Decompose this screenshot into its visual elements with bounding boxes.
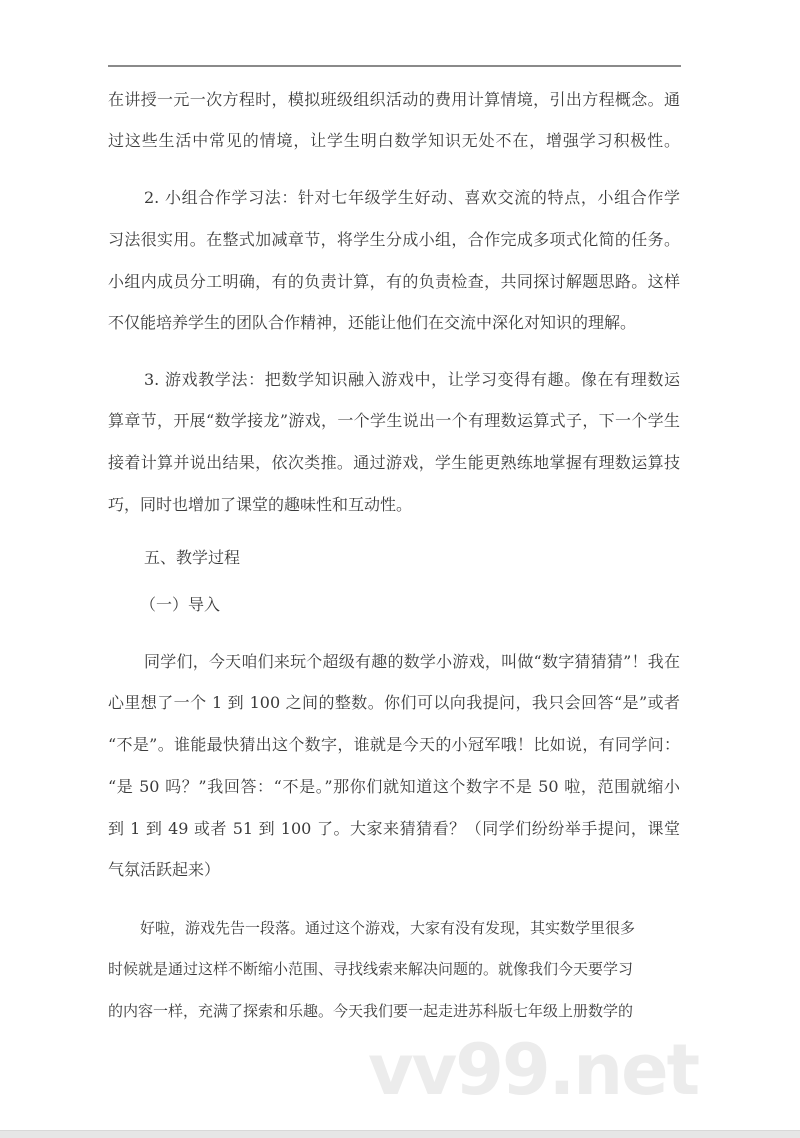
paragraph-line: 小组内成员分工明确，有的负责计算，有的负责检查，共同探讨解题思路。这样 — [108, 272, 680, 291]
paragraph-line: 到 1 到 49 或者 51 到 100 了。大家来猜猜看？（同学们纷纷举手提问，课堂 — [108, 819, 680, 838]
paragraph-line: 好啦，游戏先告一段落。通过这个游戏，大家有没有发现，其实数学里很多 — [140, 919, 636, 937]
header-rule — [108, 65, 681, 67]
paragraph-line: 算章节，开展“数学接龙”游戏，一个学生说出一个有理数运算式子，下一个学生 — [108, 411, 680, 430]
paragraph-line: 巧，同时也增加了课堂的趣味性和互动性。 — [108, 495, 413, 514]
paragraph-line: 接着计算并说出结果，依次类推。通过游戏，学生能更熟练地掌握有理数运算技 — [108, 453, 680, 472]
paragraph-line: 习法很实用。在整式加减章节，将学生分成小组，合作完成多项式化简的任务。 — [108, 230, 680, 249]
paragraph-line: 的内容一样，充满了探索和乐趣。今天我们要一起走进苏科版七年级上册数学的 — [108, 1002, 634, 1020]
paragraph-line: 同学们，今天咱们来玩个超级有趣的数学小游戏，叫做“数字猜猜猜”！我在 — [144, 652, 680, 671]
subsection-heading: （一）导入 — [140, 595, 221, 614]
paragraph-line: 2. 小组合作学习法：针对七年级学生好动、喜欢交流的特点，小组合作学 — [144, 188, 680, 207]
watermark: vv99.net — [368, 1029, 699, 1111]
paragraph-line: 在讲授一元一次方程时，模拟班级组织活动的费用计算情境，引出方程概念。通 — [108, 90, 680, 109]
paragraph-line: 过这些生活中常见的情境，让学生明白数学知识无处不在，增强学习积极性。 — [108, 131, 680, 150]
paragraph-line: 心里想了一个 1 到 100 之间的整数。你们可以向我提问，我只会回答“是”或者 — [108, 693, 680, 712]
section-heading: 五、教学过程 — [144, 548, 241, 567]
paragraph-line: 时候就是通过这样不断缩小范围、寻找线索来解决问题的。就像我们今天要学习 — [108, 960, 634, 978]
paragraph-line: “是 50 吗？”我回答：“不是。”那你们就知道这个数字不是 50 啦，范围就缩小 — [108, 777, 680, 796]
paragraph-line: 不仅能培养学生的团队合作精神，还能让他们在交流中深化对知识的理解。 — [108, 313, 637, 332]
paragraph-line: “不是”。谁能最快猜出这个数字，谁就是今天的小冠军哦！比如说，有同学问： — [108, 735, 680, 754]
paragraph-line: 气氛活跃起来） — [108, 860, 221, 879]
paragraph-line: 3. 游戏教学法：把数学知识融入游戏中，让学习变得有趣。像在有理数运 — [144, 370, 680, 389]
